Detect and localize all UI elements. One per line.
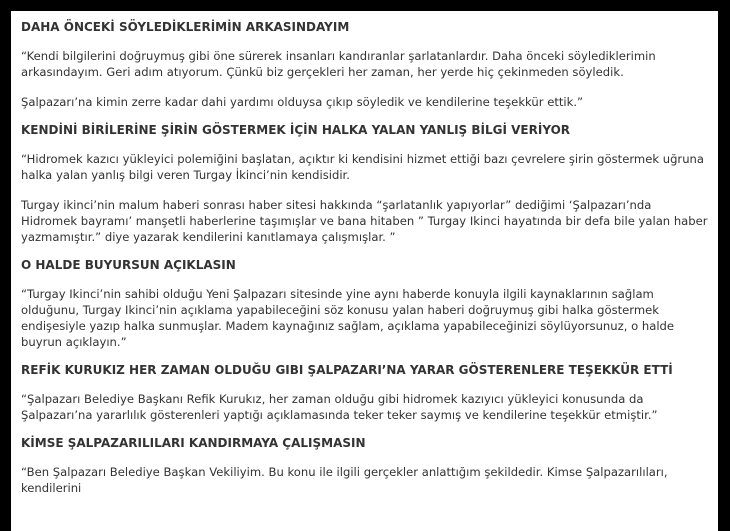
section-2 <box>21 122 708 245</box>
section-heading: KENDİNİ BİRİLERİNE ŞİRİN GÖSTERMEK İÇİN HALKA YALAN YANLIŞ BİLGİ VERİYOR <box>21 123 571 137</box>
section-4 <box>21 362 708 423</box>
section-heading: DAHA ÖNCEKİ SÖYLEDİKLERİMİN ARKASINDAYIM <box>21 20 350 34</box>
section-heading: KİMSE ŞALPAZARILILARI KANDIRMAYA ÇALIŞMASIN <box>21 436 366 450</box>
section-1 <box>21 19 708 110</box>
article-body <box>11 11 718 496</box>
section-paragraph: “Hidromek kazıcı yükleyici polemiğini başlatan, açıktır ki kendisini hizmet ettiği bazı çevrelere şirin göstermek uğruna halka yalan yanlış bilgi veren Turgay İkinci’nin kendisidir. <box>21 152 704 182</box>
section-5 <box>21 435 708 496</box>
article-frame <box>11 11 718 531</box>
section-paragraph: Şalpazarı’na kimin zerre kadar dahi yardımı olduysa çıkıp söyledik ve kendilerine teşekkür ettik.” <box>21 95 584 109</box>
section-heading: REFİK KURUKIZ HER ZAMAN OLDUĞU GIBI ŞALPAZARI’NA YARAR GÖSTERENLERE TEŞEKKÜR ETTİ <box>21 363 673 377</box>
section-heading: O HALDE BUYURSUN AÇIKLASIN <box>21 258 236 272</box>
section-paragraph: “Kendi bilgilerini doğruymuş gibi öne sürerek insanları kandıranlar şarlatanlardır. Daha önceki söylediklerimin arkasındayım. Geri adım atıyorum. Çünkü biz gerçekleri her zaman, her yerde hiç çekinmeden söyledik. <box>21 49 656 79</box>
section-3 <box>21 257 708 350</box>
section-paragraph: “Ben Şalpazarı Belediye Başkan Vekiliyim. Bu konu ile ilgili gerçekler anlattığım şekildedir. Kimse Şalpazarılıları, kendilerini <box>21 465 668 495</box>
section-paragraph: “Turgay Ikinci’nin sahibi olduğu Yeni Şalpazarı sitesinde yine aynı haberde konuyla ilgili kaynaklarının sağlam olduğunu, Turgay Ikinci’nin açıklama yapabileceğini söz konusu yalan haberi doğruymuş gibi halka göstermek endişesiyle yazıp halka sunmuşlar. Madem kaynağınız sağlam, açıklama yapabileceğinizi söylüyorsunuz, o halde buyrun açıklayın.” <box>21 287 675 349</box>
section-paragraph: “Şalpazarı Belediye Başkanı Refik Kurukız, her zaman olduğu gibi hidromek kazıyıcı yükleyici konusunda da Şalpazarı’na yararlılık gösterenleri yaptığı açıklamasında teker teker saymış ve kendilerine teşekkür etmiştir.” <box>21 392 658 422</box>
section-paragraph: Turgay ikinci’nin malum haberi sonrası haber sitesi hakkında “şarlatanlık yapıyorlar” dediğimi ‘Şalpazarı’nda Hidromek bayramı’ manşetli haberlerine taşımışlar ve bana hitaben ” Turgay Ikinci hayatında bir defa bile yalan haber yazmamıştır.” diye yazarak kendilerini kanıtlamaya çalışmışlar. ” <box>21 198 708 244</box>
